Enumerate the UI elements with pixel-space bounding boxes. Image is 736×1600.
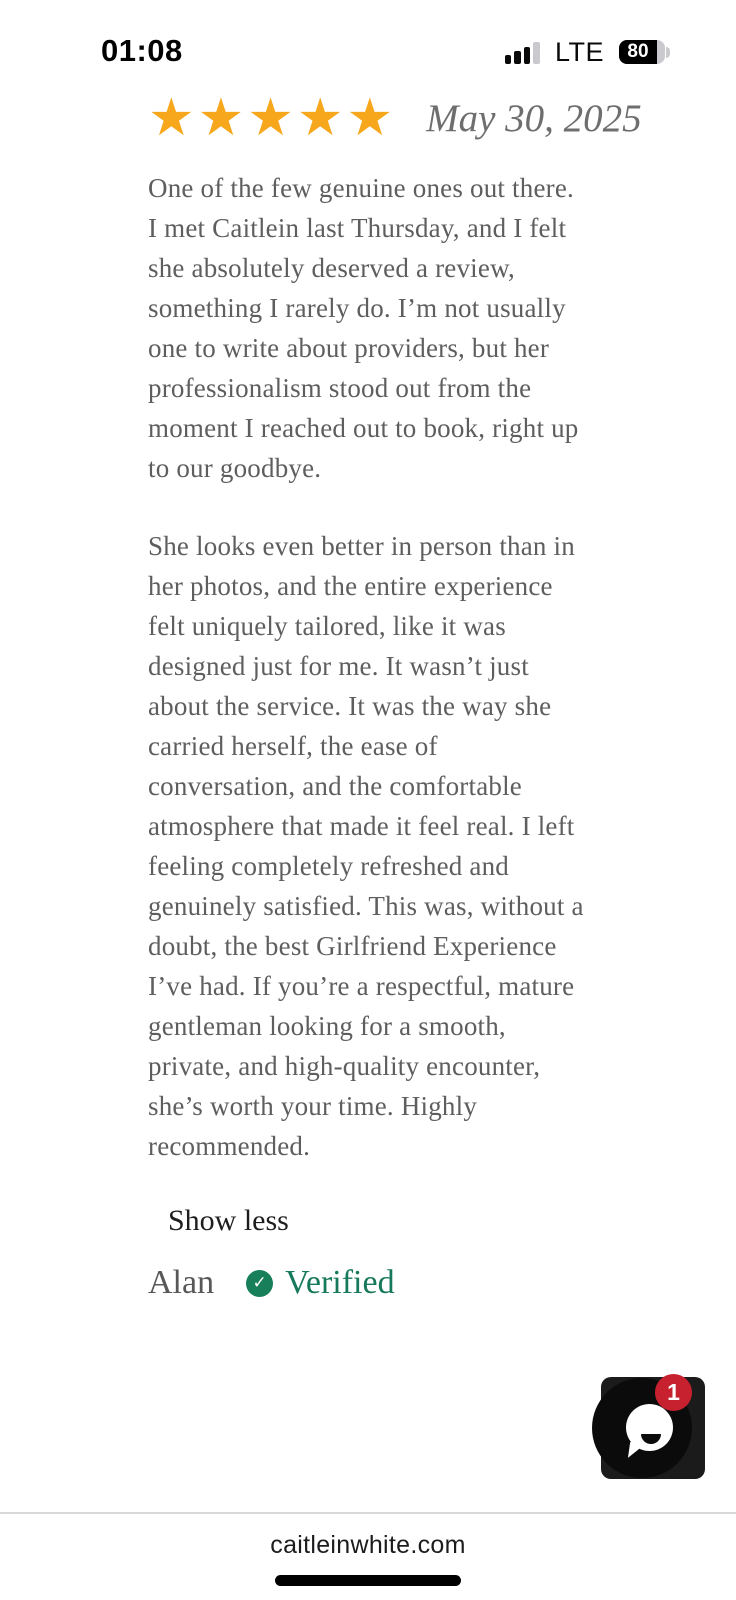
battery-percent-label: 80 xyxy=(627,41,649,62)
battery-icon xyxy=(619,40,670,64)
rating-row xyxy=(148,88,642,148)
speech-bubble-smile xyxy=(641,1434,661,1444)
verified-badge xyxy=(246,1264,395,1302)
review-paragraph: She looks even better in person than in her photos, and the entire experience felt uniquely tailored, like it was designed just for me. It wasn’t just about the service. It was the way she carried herself, the ease of conversation, and the comfortable atmosphere that made it feel real. I left feeling completely refreshed and genuinely satisfied. This was, without a doubt, the best Girlfriend Experience I’ve had. If you’re a respectful, mature gentleman looking for a smooth, private, and high-quality encounter, she’s worth your time. Highly recommended. xyxy=(148,531,584,1161)
review-body xyxy=(148,168,592,1166)
show-less-link[interactable]: Show less xyxy=(168,1204,289,1237)
address-bar-url[interactable]: caitleinwhite.com xyxy=(270,1531,466,1559)
verified-check-icon: ✓ xyxy=(246,1270,273,1297)
chat-notification-badge: 1 xyxy=(655,1374,692,1411)
review-card xyxy=(148,88,642,1302)
network-type-label: LTE xyxy=(554,36,604,67)
chat-widget-button[interactable] xyxy=(601,1377,705,1479)
status-bar xyxy=(0,0,736,90)
review-date: May 30, 2025 xyxy=(426,96,642,140)
review-paragraph: One of the few genuine ones out there. I met Caitlein last Thursday, and I felt she absolutely deserved a review, something I rarely do. I’m not usually one to write about providers, but her professionalism stood out from the moment I reached out to book, right up to our goodbye. xyxy=(148,173,579,483)
verified-label: Verified xyxy=(285,1264,395,1301)
cellular-signal-icon xyxy=(505,41,540,64)
author-name: Alan xyxy=(148,1264,215,1301)
status-right-cluster xyxy=(505,38,670,66)
browser-bottom-bar xyxy=(0,1512,736,1600)
review-author-row xyxy=(148,1264,592,1302)
speech-bubble-icon xyxy=(626,1404,673,1451)
home-indicator-handle[interactable] xyxy=(275,1575,461,1586)
five-star-rating-icon: ★★★★★ xyxy=(148,88,397,148)
status-time: 01:08 xyxy=(101,33,183,68)
battery-nub xyxy=(666,47,670,58)
